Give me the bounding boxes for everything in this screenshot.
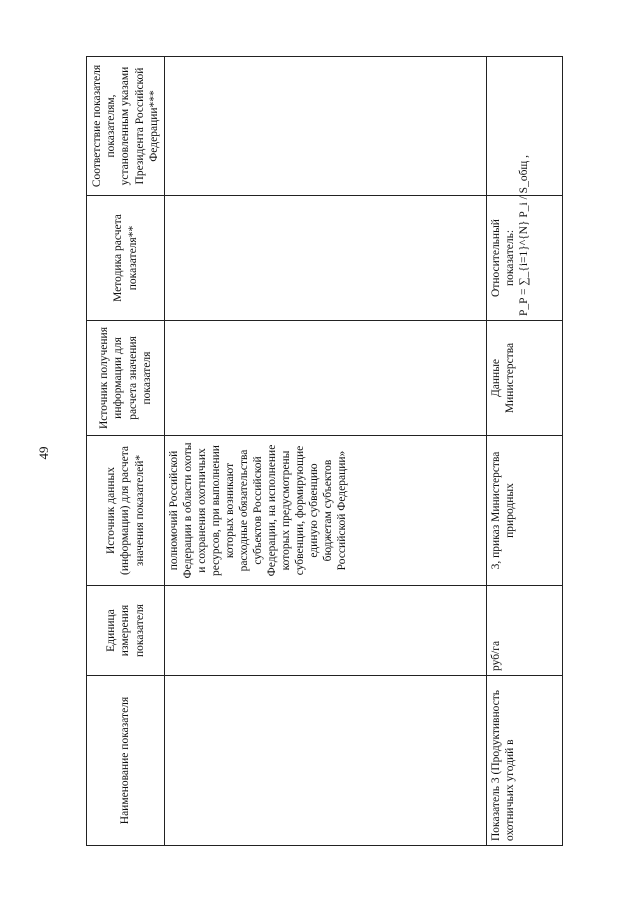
cell-method [487,154,563,321]
header-compliance: Соответствие показателя показателям, установленным указами Президента Российской Федерации*** [87,57,165,196]
cell-data-source: полномочий Российской Федерации в области охоты и сохранения охотничьих ресурсов, при выполнении которых возникают расходные обязательства субъектов Российской Федерации, на исполнение которых предусмотрены субвенции, формирующие единую субвенцию бюджетам субъектов Российской Федерации» [165,436,487,586]
table-row [487,57,563,846]
cell-info-source [165,321,487,436]
table-header-row [87,57,165,846]
header-info-source: Источник получения информации для расчета значения показателя [87,321,165,436]
header-data-source: Источник данных (информации) для расчета значения показателей* [87,436,165,586]
cell-compliance [165,57,487,196]
cell-info-source: Данные Министерства [487,321,563,436]
method-formula: P_P = ∑_{i=1}^{N} P_i / S_общ , [518,154,531,316]
header-method: Методика расчета показателя** [87,196,165,321]
cell-name [165,676,487,846]
page-number: 49 [36,446,51,460]
cell-data-source: 3, приказ Министерства природных [487,436,563,586]
header-indicator-name: Наименование показателя [87,676,165,846]
cell-unit: руб/га [487,586,563,676]
cell-name: Показатель 3 (Продуктивность охотничьих угодий в [487,676,563,846]
table-row [165,57,487,846]
cell-unit [165,586,487,676]
cell-method [165,196,487,321]
header-unit: Единица измерения показателя [87,586,165,676]
method-text: Относительный показатель: [490,219,517,297]
indicator-table [86,56,563,846]
rotated-table-container [86,57,562,846]
